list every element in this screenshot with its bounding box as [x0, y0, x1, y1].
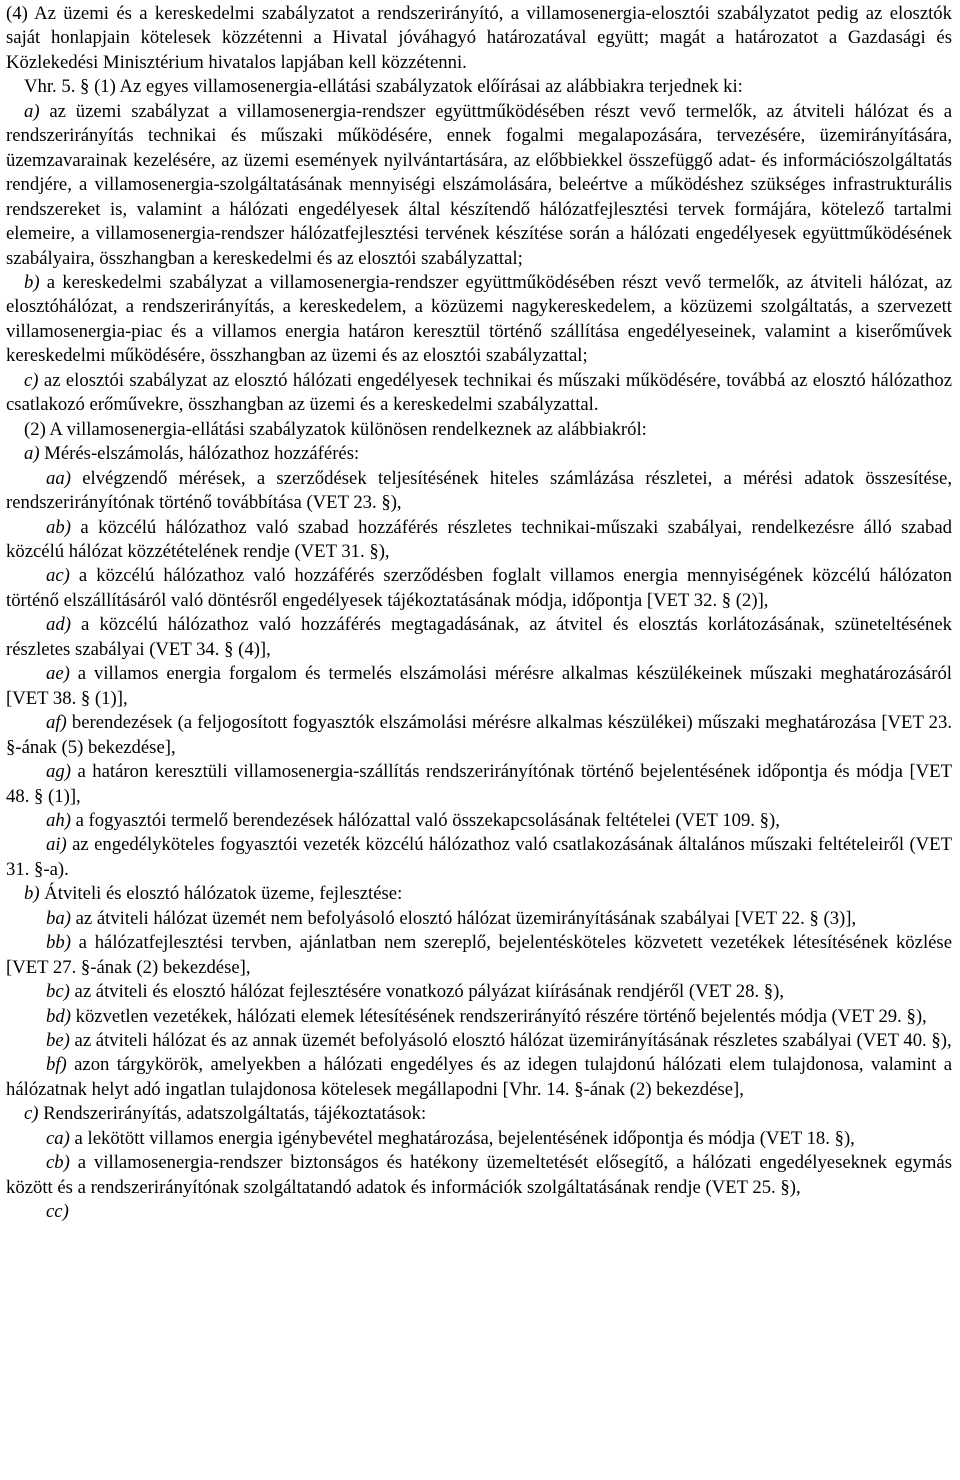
item-label: ag) [46, 761, 71, 783]
paragraph-text: Rendszerirányítás, adatszolgáltatás, tájékoztatások: [38, 1103, 427, 1125]
item-label: be) [46, 1030, 70, 1052]
item-label: cc) [46, 1201, 69, 1223]
paragraph-c [6, 369, 952, 418]
item-label: af) [46, 712, 67, 734]
paragraph-ba [6, 907, 952, 931]
paragraph-2b [6, 882, 952, 906]
paragraph-ca [6, 1127, 952, 1151]
paragraph-text: a villamos energia forgalom és termelés elszámolási mérésre alkalmas készülékeinek műszaki meghatározásáról [VET 38. § (1)], [6, 663, 952, 709]
item-label: ai) [46, 834, 67, 856]
paragraph-text: a közcélú hálózathoz való hozzáférés szerződésben foglalt villamos energia mennyiségének közcélú hálózaton történő elszállításáról való döntésről engedélyesek tájékoztatásának módja, időpontja [VET 32. § (2)], [6, 565, 952, 611]
document-page [6, 2, 952, 1225]
item-label: c) [24, 369, 39, 391]
paragraph-text: a hálózatfejlesztési tervben, ajánlatban nem szereplő, bejelentésköteles közvetett vezetékek létesítésének közlése [VET 27. §-ának (2) bekezdése], [6, 932, 952, 978]
paragraph-text: a határon keresztüli villamosenergia-szállítás rendszerirányítónak történő bejelentésének időpontja és módja [VET 48. § (1)], [6, 761, 952, 807]
paragraph-text: elvégzendő mérések, a szerződések teljesítésének hiteles számlázása részletei, a mérési adatok összesítése, rendszerirányítónak történő továbbítása (VET 23. §), [6, 467, 952, 514]
paragraph-cc [6, 1200, 952, 1224]
paragraph-bf [6, 1053, 952, 1102]
paragraph-ae [6, 662, 952, 711]
paragraph-bd [6, 1005, 952, 1029]
item-label: ab) [46, 516, 71, 538]
paragraph-2a [6, 442, 952, 466]
paragraph-text: a fogyasztói termelő berendezések hálózattal való összekapcsolásának feltételei (VET 109. §), [70, 809, 780, 831]
paragraph-be [6, 1029, 952, 1053]
item-label: bf) [46, 1054, 67, 1076]
paragraph-b [6, 271, 952, 369]
item-label: b) [24, 271, 40, 293]
paragraph-text: az engedélyköteles fogyasztói vezeték közcélú hálózathoz való csatlakozásának általános műszaki feltételeiről (VET 31. §-a). [6, 834, 952, 880]
paragraph-bb [6, 931, 952, 980]
paragraph-text: azon tárgykörök, amelyekben a hálózati engedélyes és az idegen tulajdonú hálózati elem tulajdonosa, valamint a hálózatnak helyt adó ingatlan tulajdonosa kötelesek megállapodni [Vhr. 14. §-ának (2) bekezdése], [6, 1054, 952, 1100]
paragraph-ai [6, 833, 952, 882]
paragraph-vhr5 [6, 75, 952, 99]
item-label: cb) [46, 1152, 70, 1174]
paragraph-text: az üzemi szabályzat a villamosenergia-rendszer együttműködésében részt vevő termelők, az átviteli hálózat és a rendszerirányítás technikai és műszaki működésére, ennek fogalmi megalapozására, tervezésére, üzemirányítására, üzemzavarainak kezelésére, az üzemi események nyilvántartására, az előbbiekkel összefüggő adat- és információszolgáltatás rendjére, a villamosenergia-szolgáltatásának mennyiségi elszámolására, beleértve a működéshez szükséges infrastrukturális rendszereket is, valamint a hálózati engedélyesek által készítendő hálózatfejlesztési tervek formájára, kötelező tartalmi elemeire, a villamosenergia-rendszer hálózatfejlesztési tervének készítése során a hálózati engedélyesek együttműködésének szabályaira, összhangban a kereskedelmi és az elosztói szabályzattal; [6, 100, 952, 269]
paragraph-text: az elosztói szabályzat az elosztó hálózati engedélyesek technikai és műszaki működésére, továbbá az elosztó hálózathoz csatlakozó erőművekre, összhangban az üzemi és a kereskedelmi szabályzattal. [6, 369, 952, 416]
item-label: bb) [46, 932, 71, 954]
item-label: ad) [46, 614, 71, 636]
paragraph-text: a közcélú hálózathoz való szabad hozzáférés részletes technikai-műszaki szabályai, rendelkezésre álló szabad közcélú hálózat közzétételének rendje (VET 31. §), [6, 516, 952, 562]
paragraph-ah [6, 809, 952, 833]
paragraph-af [6, 711, 952, 760]
paragraph-text: az átviteli és elosztó hálózat fejlesztésére vonatkozó pályázat kiírásának rendjéről (VET 28. §), [69, 981, 785, 1003]
item-label: a) [24, 100, 40, 122]
paragraph-intro [6, 2, 952, 75]
paragraph-ab [6, 516, 952, 565]
paragraph-text: Mérés-elszámolás, hálózathoz hozzáférés: [39, 443, 360, 465]
paragraph-text: a villamosenergia-rendszer biztonságos és hatékony üzemeltetését elősegítő, a hálózati engedélyeseknek egymás között és a rendszerirányítónak szolgáltatandó adatok és információk szolgáltatásának rendje (VET 25. §), [6, 1152, 952, 1198]
item-label: ac) [46, 565, 70, 587]
paragraph-aa [6, 467, 952, 516]
item-label: bc) [46, 981, 70, 1003]
item-label: ah) [46, 809, 71, 831]
item-label: bd) [46, 1005, 71, 1027]
item-label: a) [24, 443, 40, 465]
paragraph-text: közvetlen vezetékek, hálózati elemek létesítésének rendszerirányító részére történő bejelentés módja (VET 29. §), [70, 1005, 927, 1027]
paragraph-a [6, 100, 952, 271]
paragraph-text: a kereskedelmi szabályzat a villamosenergia-rendszer együttműködésében részt vevő termelők, az átviteli hálózat, az elosztóhálózat, a rendszerirányítás, a kereskedelem, a közüzemi nagykereskedelem, a közüzemi szolgáltatás, a szervezett villamosenergia-piac és a villamos energia határon keresztül történő szállítása engedélyeseinek, valamint a kiserőművek kereskedelmi működésére, összhangban az üzemi és az elosztói szabályzattal; [6, 271, 952, 367]
paragraph-text: Átviteli és elosztó hálózatok üzeme, fejlesztése: [39, 883, 403, 905]
paragraph-text: (4) Az üzemi és a kereskedelmi szabályzatot a rendszerirányító, a villamosenergia-elosztói szabályzatot pedig az elosztók saját honlapjain kötelesek közzétenni a Hivatal jóváhagyó határozatával együtt; magát a határozatot a Gazdasági és Közlekedési Minisztérium hivatalos lapjában kell közzétenni. [6, 3, 952, 73]
item-label: aa) [46, 467, 71, 489]
paragraph-text: berendezések (a feljogosított fogyasztók elszámolási mérésre alkalmas készülékei) műszaki meghatározása [VET 23. §-ának (5) bekezdése], [6, 712, 952, 758]
item-label: ca) [46, 1127, 70, 1149]
paragraph-text: a közcélú hálózathoz való hozzáférés megtagadásának, az átvitel és elosztás korlátozásának, szüneteltésének részletes szabályai (VET 34. § (4)], [6, 614, 952, 660]
paragraph-cb [6, 1151, 952, 1200]
item-label: ae) [46, 663, 70, 685]
paragraph-ag [6, 760, 952, 809]
paragraph-text: az átviteli hálózat üzemét nem befolyásoló elosztó hálózat üzemirányításának szabályai [VET 22. § (3)], [70, 907, 857, 929]
paragraph-2 [6, 418, 952, 442]
paragraph-text: (2) A villamosenergia-ellátási szabályzatok különösen rendelkeznek az alábbiakról: [24, 418, 647, 440]
item-label: b) [24, 883, 40, 905]
paragraph-ac [6, 564, 952, 613]
paragraph-text: az átviteli hálózat és az annak üzemét befolyásoló elosztó hálózat üzemirányításának részletes szabályai (VET 40. §), [69, 1030, 952, 1052]
paragraph-2c [6, 1102, 952, 1126]
paragraph-text: Vhr. 5. § (1) Az egyes villamosenergia-ellátási szabályzatok előírásai az alábbiakra terjednek ki: [24, 76, 743, 98]
item-label: ba) [46, 907, 71, 929]
paragraph-text: a lekötött villamos energia igénybevétel meghatározása, bejelentésének időpontja és módja (VET 18. §), [69, 1127, 855, 1149]
paragraph-ad [6, 613, 952, 662]
paragraph-bc [6, 980, 952, 1004]
item-label: c) [24, 1103, 39, 1125]
